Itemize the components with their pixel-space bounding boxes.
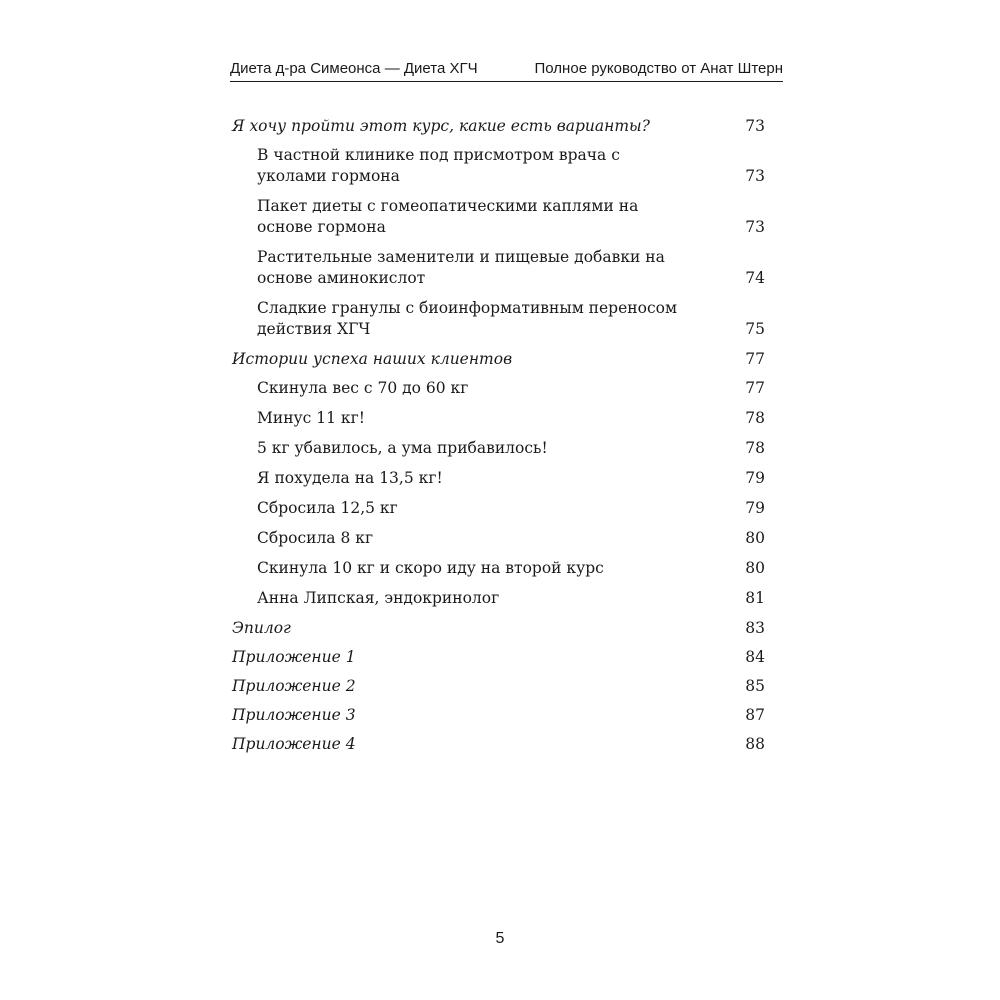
toc-entry-page: 85 [745,677,765,695]
toc-subsection-entry [232,298,765,340]
toc-section-entry [232,618,765,639]
toc-subsection-entry [232,408,765,429]
toc-entry-title: Я хочу пройти этот курс, какие есть варианты? [232,117,650,135]
running-head [230,54,783,78]
toc-entry-title: Пакет диеты с гомеопатическими каплями на основе гормона [257,197,639,236]
toc-entry-page: 73 [745,117,765,135]
toc-entry-page: 73 [745,167,765,185]
toc-entry-page: 83 [745,619,765,637]
toc-entry-page: 80 [745,529,765,547]
toc-entry-page: 75 [745,320,765,338]
toc-entry-title: В частной клинике под присмотром врача с уколами гормона [257,146,620,185]
toc-entry-title: Растительные заменители и пищевые добавки на основе аминокислот [257,248,665,287]
toc-entry-title: Приложение 3 [232,706,356,724]
toc-subsection-entry [232,438,765,459]
toc-entry-title: Приложение 1 [232,648,356,666]
running-head-left: Диета д-ра Симеонса — Диета ХГЧ [230,60,478,77]
toc-section-entry [232,734,765,755]
toc-entry-title: Анна Липская, эндокринолог [257,589,500,607]
toc-entry-page: 74 [745,269,765,287]
toc-entry-page: 73 [745,218,765,236]
toc-section-entry [232,647,765,668]
toc-entry-title: Скинула вес с 70 до 60 кг [257,379,469,397]
toc-entry-title: 5 кг убавилось, а ума прибавилось! [257,439,548,457]
toc-entry-title: Скинула 10 кг и скоро иду на второй курс [257,559,604,577]
toc-entry-page: 88 [745,735,765,753]
toc-entry-page: 87 [745,706,765,724]
toc-subsection-entry [232,196,765,238]
toc-subsection-entry [232,498,765,519]
toc-subsection-entry [232,247,765,289]
toc-entry-page: 79 [745,499,765,517]
toc-entry-title: Минус 11 кг! [257,409,365,427]
toc-entry-title: Эпилог [232,619,291,637]
toc-subsection-entry [232,378,765,399]
toc-subsection-entry [232,528,765,549]
header-rule [230,81,783,82]
toc-entry-title: Истории успеха наших клиентов [232,350,513,368]
page-number: 5 [495,930,505,947]
toc-section-entry [232,349,765,370]
toc-entry-page: 84 [745,648,765,666]
toc-entry-page: 77 [745,350,765,368]
toc-entry-title: Приложение 2 [232,677,356,695]
toc-section-entry [232,116,765,137]
toc-entry-title: Приложение 4 [232,735,356,753]
table-of-contents [232,116,765,755]
running-head-right: Полное руководство от Анат Штерн [534,60,783,77]
toc-entry-title: Сбросила 8 кг [257,529,374,547]
toc-entry-page: 79 [745,469,765,487]
toc-entry-page: 81 [745,589,765,607]
toc-section-entry [232,676,765,697]
toc-entry-page: 78 [745,409,765,427]
toc-entry-page: 78 [745,439,765,457]
toc-subsection-entry [232,588,765,609]
toc-entry-page: 80 [745,559,765,577]
toc-entry-title: Сладкие гранулы с биоинформативным переносом действия ХГЧ [257,299,678,338]
toc-entry-page: 77 [745,379,765,397]
toc-subsection-entry [232,145,765,187]
toc-section-entry [232,705,765,726]
toc-subsection-entry [232,558,765,579]
toc-entry-title: Сбросила 12,5 кг [257,499,398,517]
toc-entry-title: Я похудела на 13,5 кг! [257,469,443,487]
toc-subsection-entry [232,468,765,489]
